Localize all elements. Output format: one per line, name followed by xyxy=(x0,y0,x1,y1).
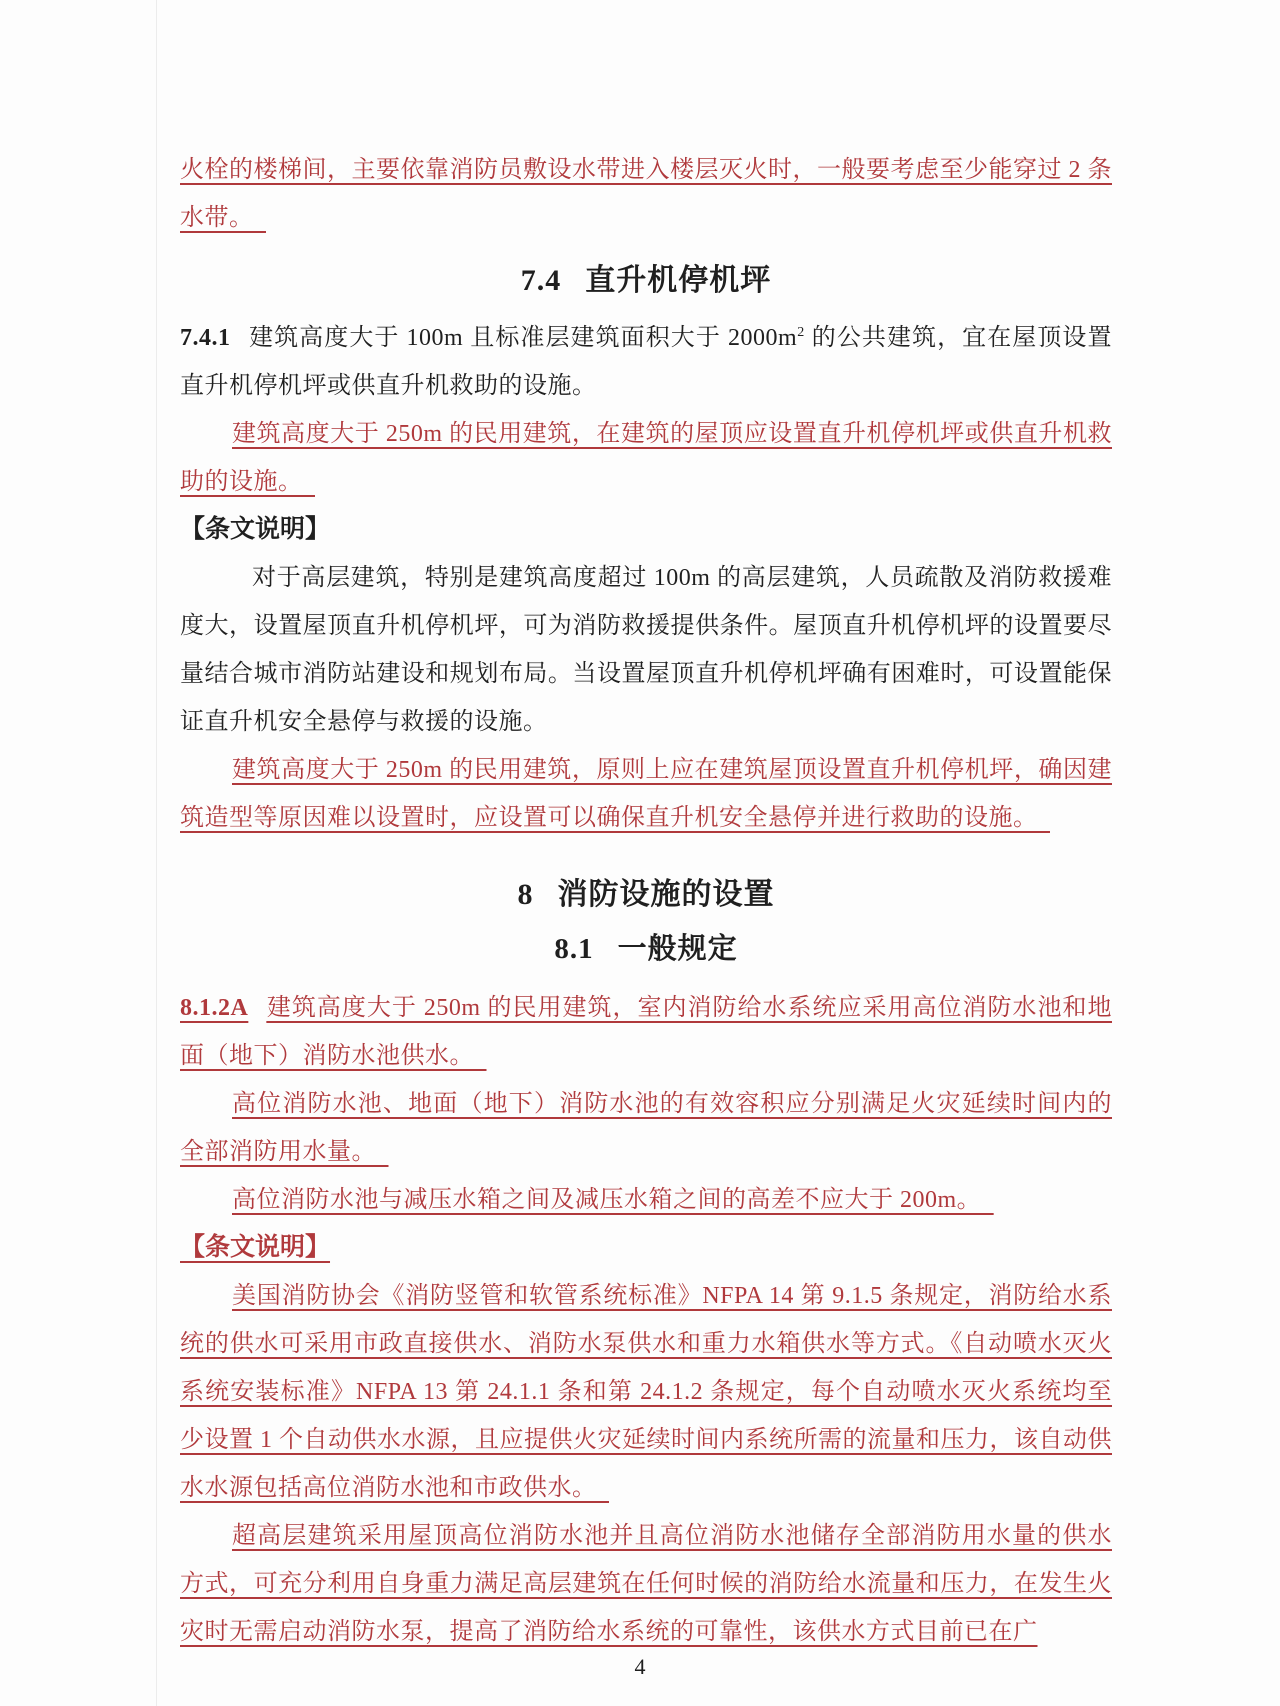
section-7-4-heading xyxy=(180,256,1112,306)
chapter-8-number: 8 xyxy=(517,878,534,911)
clause-7-4-1 xyxy=(180,314,1112,410)
carryover-paragraph: 火栓的楼梯间，主要依靠消防员敷设水带进入楼层灭火时，一般要考虑至少能穿过 2 条水带。 xyxy=(180,157,1112,231)
clause-8-1-2a-para-2: 高位消防水池、地面（地下）消防水池的有效容积应分别满足火灾延续时间内的全部消防用水量。 xyxy=(180,1091,1112,1165)
scan-edge-line xyxy=(156,0,157,1706)
chapter-8-title: 消防设施的设置 xyxy=(557,878,775,911)
commentary-7-4-1-amendment: 建筑高度大于 250m 的民用建筑，原则上应在建筑屋顶设置直升机停机坪，确因建筑造型等原因难以设置时，应设置可以确保直升机安全悬停并进行救助的设施。 xyxy=(180,757,1112,831)
clause-7-4-1-number: 7.4.1 xyxy=(180,325,231,351)
clause-8-1-2a-number: 8.1.2A xyxy=(180,995,249,1021)
clause-7-4-1-text-before-sup: 建筑高度大于 100m 且标准层建筑面积大于 2000m xyxy=(248,325,798,351)
commentary-8-1-2a-para-1: 美国消防协会《消防竖管和软管系统标准》NFPA 14 第 9.1.5 条规定，消防给水系统的供水可采用市政直接供水、消防水泵供水和重力水箱供水等方式。《自动喷水灭火系统安装标准》NFPA 13 第 24.1.1 条和第 24.1.2 条规定，每个自动喷水灭火系统均至少设置 1 个自动供水水源，且应提供火灾延续时间内系统所需的流量和压力，该自动供水水源包括高位消防水池和市政供水。 xyxy=(180,1283,1112,1501)
chapter-8-heading xyxy=(180,870,1112,920)
square-meter-superscript: 2 xyxy=(797,325,805,340)
section-8-1-heading xyxy=(180,924,1112,974)
clause-7-4-1-amendment: 建筑高度大于 250m 的民用建筑，在建筑的屋顶应设置直升机停机坪或供直升机救助的设施。 xyxy=(180,421,1112,495)
commentary-label-8-1: 【条文说明】 xyxy=(180,1234,331,1261)
section-8-1-number: 8.1 xyxy=(554,933,594,965)
clause-8-1-2a xyxy=(180,984,1112,1080)
section-7-4-title: 直升机停机坪 xyxy=(585,264,772,297)
page-number: 4 xyxy=(634,1654,646,1679)
document-body xyxy=(180,146,1112,1656)
clause-8-1-2a-text: 建筑高度大于 250m 的民用建筑，室内消防给水系统应采用高位消防水池和地面（地下）消防水池供水。 xyxy=(180,995,1112,1069)
section-8-1-title: 一般规定 xyxy=(617,933,738,965)
commentary-7-4-1: 对于高层建筑，特别是建筑高度超过 100m 的高层建筑，人员疏散及消防救援难度大，设置屋顶直升机停机坪，可为消防救援提供条件。屋顶直升机停机坪的设置要尽量结合城市消防站建设和规划布局。当设置屋顶直升机停机坪确有困难时，可设置能保证直升机安全悬停与救援的设施。 xyxy=(180,565,1112,735)
clause-8-1-2a-para-3: 高位消防水池与减压水箱之间及减压水箱之间的高差不应大于 200m。 xyxy=(232,1187,994,1213)
commentary-label-7-4: 【条文说明】 xyxy=(180,516,331,543)
commentary-8-1-2a-para-2: 超高层建筑采用屋顶高位消防水池并且高位消防水池储存全部消防用水量的供水方式，可充分利用自身重力满足高层建筑在任何时候的消防给水流量和压力，在发生火灾时无需启动消防水泵，提高了消防给水系统的可靠性，该供水方式目前已在广 xyxy=(180,1523,1112,1645)
section-7-4-number: 7.4 xyxy=(520,264,562,297)
clause-7-4-1-text-after-sup: 的公共建筑，宜在屋顶设置直升机停机坪或供直升机救助的设施。 xyxy=(180,325,1112,399)
